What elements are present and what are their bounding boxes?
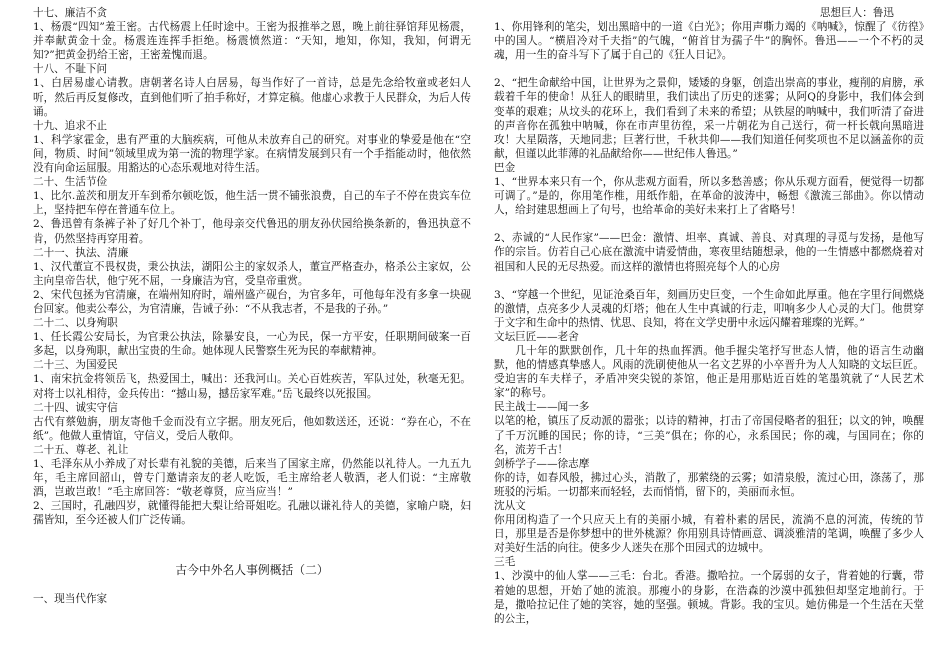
section-heading: 沈从文 [494,500,526,512]
paragraph: 你用闭构造了一个只应天上有的美丽小城，有着朴素的居民，流淌不息的河流，传统的节日，那里是否是你梦想中的世外桃源？你用别具诗情画意、调淡雅清的笔调，唤醒了多少人对美好生活的向往。使多少人迷失在那个田园式的边城中。 [494,514,924,555]
left-column [33,6,471,606]
section-heading: 剑桥学子——徐志摩 [494,457,590,470]
section-heading: 二十五、尊老、礼让 [33,443,129,456]
document-subtitle: 古今中外名人事例概括（二） [175,563,329,578]
paragraph: 古代有蔡勉旃，朋友寄他千金而没有立字据。朋友死后，他如数送还，还说：“券在心，不在纸”。他做人重情谊，守信义，受后人敬仰。 [33,415,471,442]
section-heading: 二十、生活节俭 [33,176,108,189]
right-column [494,6,924,626]
section-heading: 十八、不耻下问 [33,63,108,76]
paragraph: 1、白居易虚心请教。唐朝著名诗人白居易，每当作好了一首诗，总是先念给牧童或老妇人听，然后再反复修改，直到他们听了拍手称好，才算定稿。他虚心求教于人民群众，为后人传诵。 [33,77,471,118]
paragraph: 3、“穿越一个世纪，见证沧桑百年，刻画历史巨变，一个生命如此厚重。他在字里行间燃烧的激情，点亮多少人灵魂的灯塔；他在人生中真诚的行走，叩响多少人心灵的大门。他贯穿于文字和生命中的热情、忧思、良知，将在文学史册中永远闪耀着璀璨的光辉。” [494,288,924,329]
paragraph: 1、你用锋利的笔尖，划出黑暗中的一道《白光》；你用声嘶力竭的《呐喊》，惊醒了《彷徨》中的国人。“横眉冷对千夫指”的气魄，“俯首甘为孺子牛”的胸怀。鲁迅——一个不朽的灵魂，用一生的奋斗写下了属于自己的《狂人日记》。 [494,21,924,62]
section-heading: 二十四、诚实守信 [33,401,118,414]
paragraph: 1、杨震“四知”羞王密。古代杨震上任时途中。王密为报推举之恩，晚上前往驿馆拜见杨震，并奉献黄金十金。杨震连连挥手拒绝。杨震愤然道：“天知，地知，你知，我知，何谓无知?”把黄金扔给王密，王密羞愧而退。 [33,21,471,62]
section-heading: 三毛 [494,556,516,569]
paragraph: 1、汉代董宣不畏权贵，秉公执法，湖阳公主的家奴杀人，董宣严格查办，格杀公主家奴，公主向皇帝告状，他宁死不屈，一身廉洁为官，受皇帝重赏。 [33,260,471,287]
section-heading: 民主战士——闻一多 [494,401,590,414]
paragraph: 1、沙漠中的仙人掌——三毛：台北。香港。撒哈拉。一个孱弱的女子，背着她的行囊，带着她的思想，开始了她的流浪。那瘦小的身影，在浩森的沙漠中孤独但却坚定地前行。于是，撒哈拉记住了她的笑容，她的坚强。顿城。背影。我的宝贝。她仿佛是一个生活在天堂的公主， [494,570,924,625]
paragraph: 你的诗，如春风般，拂过心头，消散了，那萦绕的云雾；如清泉般，流过心田，涤荡了，那班驳的污垢。一切都来而轻轻，去而悄悄，留下的，美丽而永恒。 [494,471,924,498]
paragraph: 2、宋代包拯为官清廉，在端州知府时，端州盛产砚台，为官多年，可他每年没有多拿一块砚台回家。他卖公奉公，为官清廉，告诫子孙：“不从我志者，不是我的子孙。” [33,288,471,315]
section-heading: 二十三、为国爱民 [33,359,118,372]
paragraph: 1、任长霞公安局长，为官秉公执法，除暴安良，一心为民，保一方平安，任职期间破案一百多起，以身殉职，献出宝贵的生命。她体现人民警察生死为民的奉献精神。 [33,331,471,358]
paragraph: 1、比尔.盖茨和朋友开车到希尔顿吃饭，他生活一贯不铺张浪费，自己的车子不停在贵宾车位上，坚持把车停在普通车位上。 [33,190,471,217]
paragraph: 2、三国时，孔融四岁，就懂得能把大梨让给哥姐吃。孔融以谦礼待人的美德，家喻户晓，妇孺皆知，至今还被人们广泛传诵。 [33,500,471,527]
section-heading: 巴金 [494,161,516,174]
paragraph: 1、毛泽东从小养成了对长辈有礼貌的美德，后来当了国家主席，仍然能以礼待人。一九五九年，毛主席回韶山，曾专门邀请亲友的老人吃饭，毛主席给老人敬酒，老人们说：“主席敬酒，岂敢岂敢！”毛主席回答：“敬老尊贤，应当应当！” [33,458,471,499]
section-heading: 一、现当代作家 [33,592,108,605]
paragraph: 几十年的默默创作，几十年的热血挥洒。他手握尖笔抒写世态人情，他的语言生动幽默，他的情感真挚感人。风雨的洗刷使他从一名文艺界的小卒晋升为人人知晓的文坛巨匠。受迫害的车夫样子，矛盾冲突尖锐的茶馆，他正是用那贴近百姓的笔墨筑就了“人民艺术家”的称号。 [494,344,924,400]
paragraph: 以笔的枪，镇压了反动派的嚣张；以诗的精神，打击了帝国侵略者的狙狂；以文的钟，唤醒了千万沉睡的国民；你的诗，“三美”俱在；你的心，永系国民；你的魂，与国同在；你的名，流芳千古！ [494,415,924,456]
section-heading: 二十二、以身殉职 [33,317,118,330]
paragraph: 1、南宋抗金将领岳飞，热爱国土，喊出：还我河山。关心百姓疾苦，军队过处，秋毫无犯。对将士以礼相待，金兵传出：“撼山易，撼岳家军难。”岳飞最终以死报国。 [33,373,471,400]
section-heading: 十九、追求不止 [33,119,108,132]
section-title: 思想巨人：鲁迅 [819,7,894,19]
section-heading: 文坛巨匠——老舍 [494,330,579,343]
section-heading: 十七、廉洁不贪 [33,7,108,19]
section-heading: 二十一、执法、清廉 [33,246,129,259]
paragraph: 1、“世界本来只有一个，你从悲观方面看，所以多愁善感；你从乐观方面看，便觉得一切都可调了。”是的，你用笔作椎，用纸作船，在革命的波涛中，畅想《激流三部曲》。你以情动人，给封建思想画上了句号，也给革命的美好未来打上了省略号！ [494,176,924,217]
paragraph: 2、鲁迅曾有条裤子补了好几个补丁，他母亲交代鲁迅的朋友孙伏园给换条新的，鲁迅执意不肯，仍然坚持再穿用着。 [33,218,471,245]
paragraph: 1、科学家霍金，患有严重的大脑疾病，可他从未放弃自己的研究。对事业的挚爱是他在“空间，物质、时间”领域里成为第一流的物理学家。在病情发展到只有一个手指能动时，他依然没有向命运屈服。用豁达的心态乐观地对待生活。 [33,133,471,175]
paragraph: 2、赤诚的“人民作家”——巴金：激情、坦率、真诚、善良、对真理的寻觅与发扬，是他写作的宗旨。仿若自己心底在激流中请爱情曲，寒夜里结随想录，他的一生情感中都燃烧着对祖国和人民的无尽热爱。而这样的激情也将照亮每个人的心房 [494,232,924,273]
paragraph: 2、“把生命献给中国，让世界为之景仰，矮矮的身躯，创造出崇高的事业，瘦削的肩膀，承载着千年的使命！从狂人的眼睛里，我们读出了历史的迷雾；从阿Q的身影中，我们体会到变革的艰难；从坟头的花环上，我们看到了未来的希望；从铁屋的呐喊中，我们听清了奋进的声音你在孤独中呐喊，你在市声里彷徨，采一片朝花为自己送行，荷一杆长戟向黑暗进攻！大星陨落，天地同悲；巨著行世，千秋共仰——我们知道任何奖项也不足以涵盖你的贡献，但谨以此菲薄的礼品献给你——世纪伟人鲁迅。” [494,77,924,160]
